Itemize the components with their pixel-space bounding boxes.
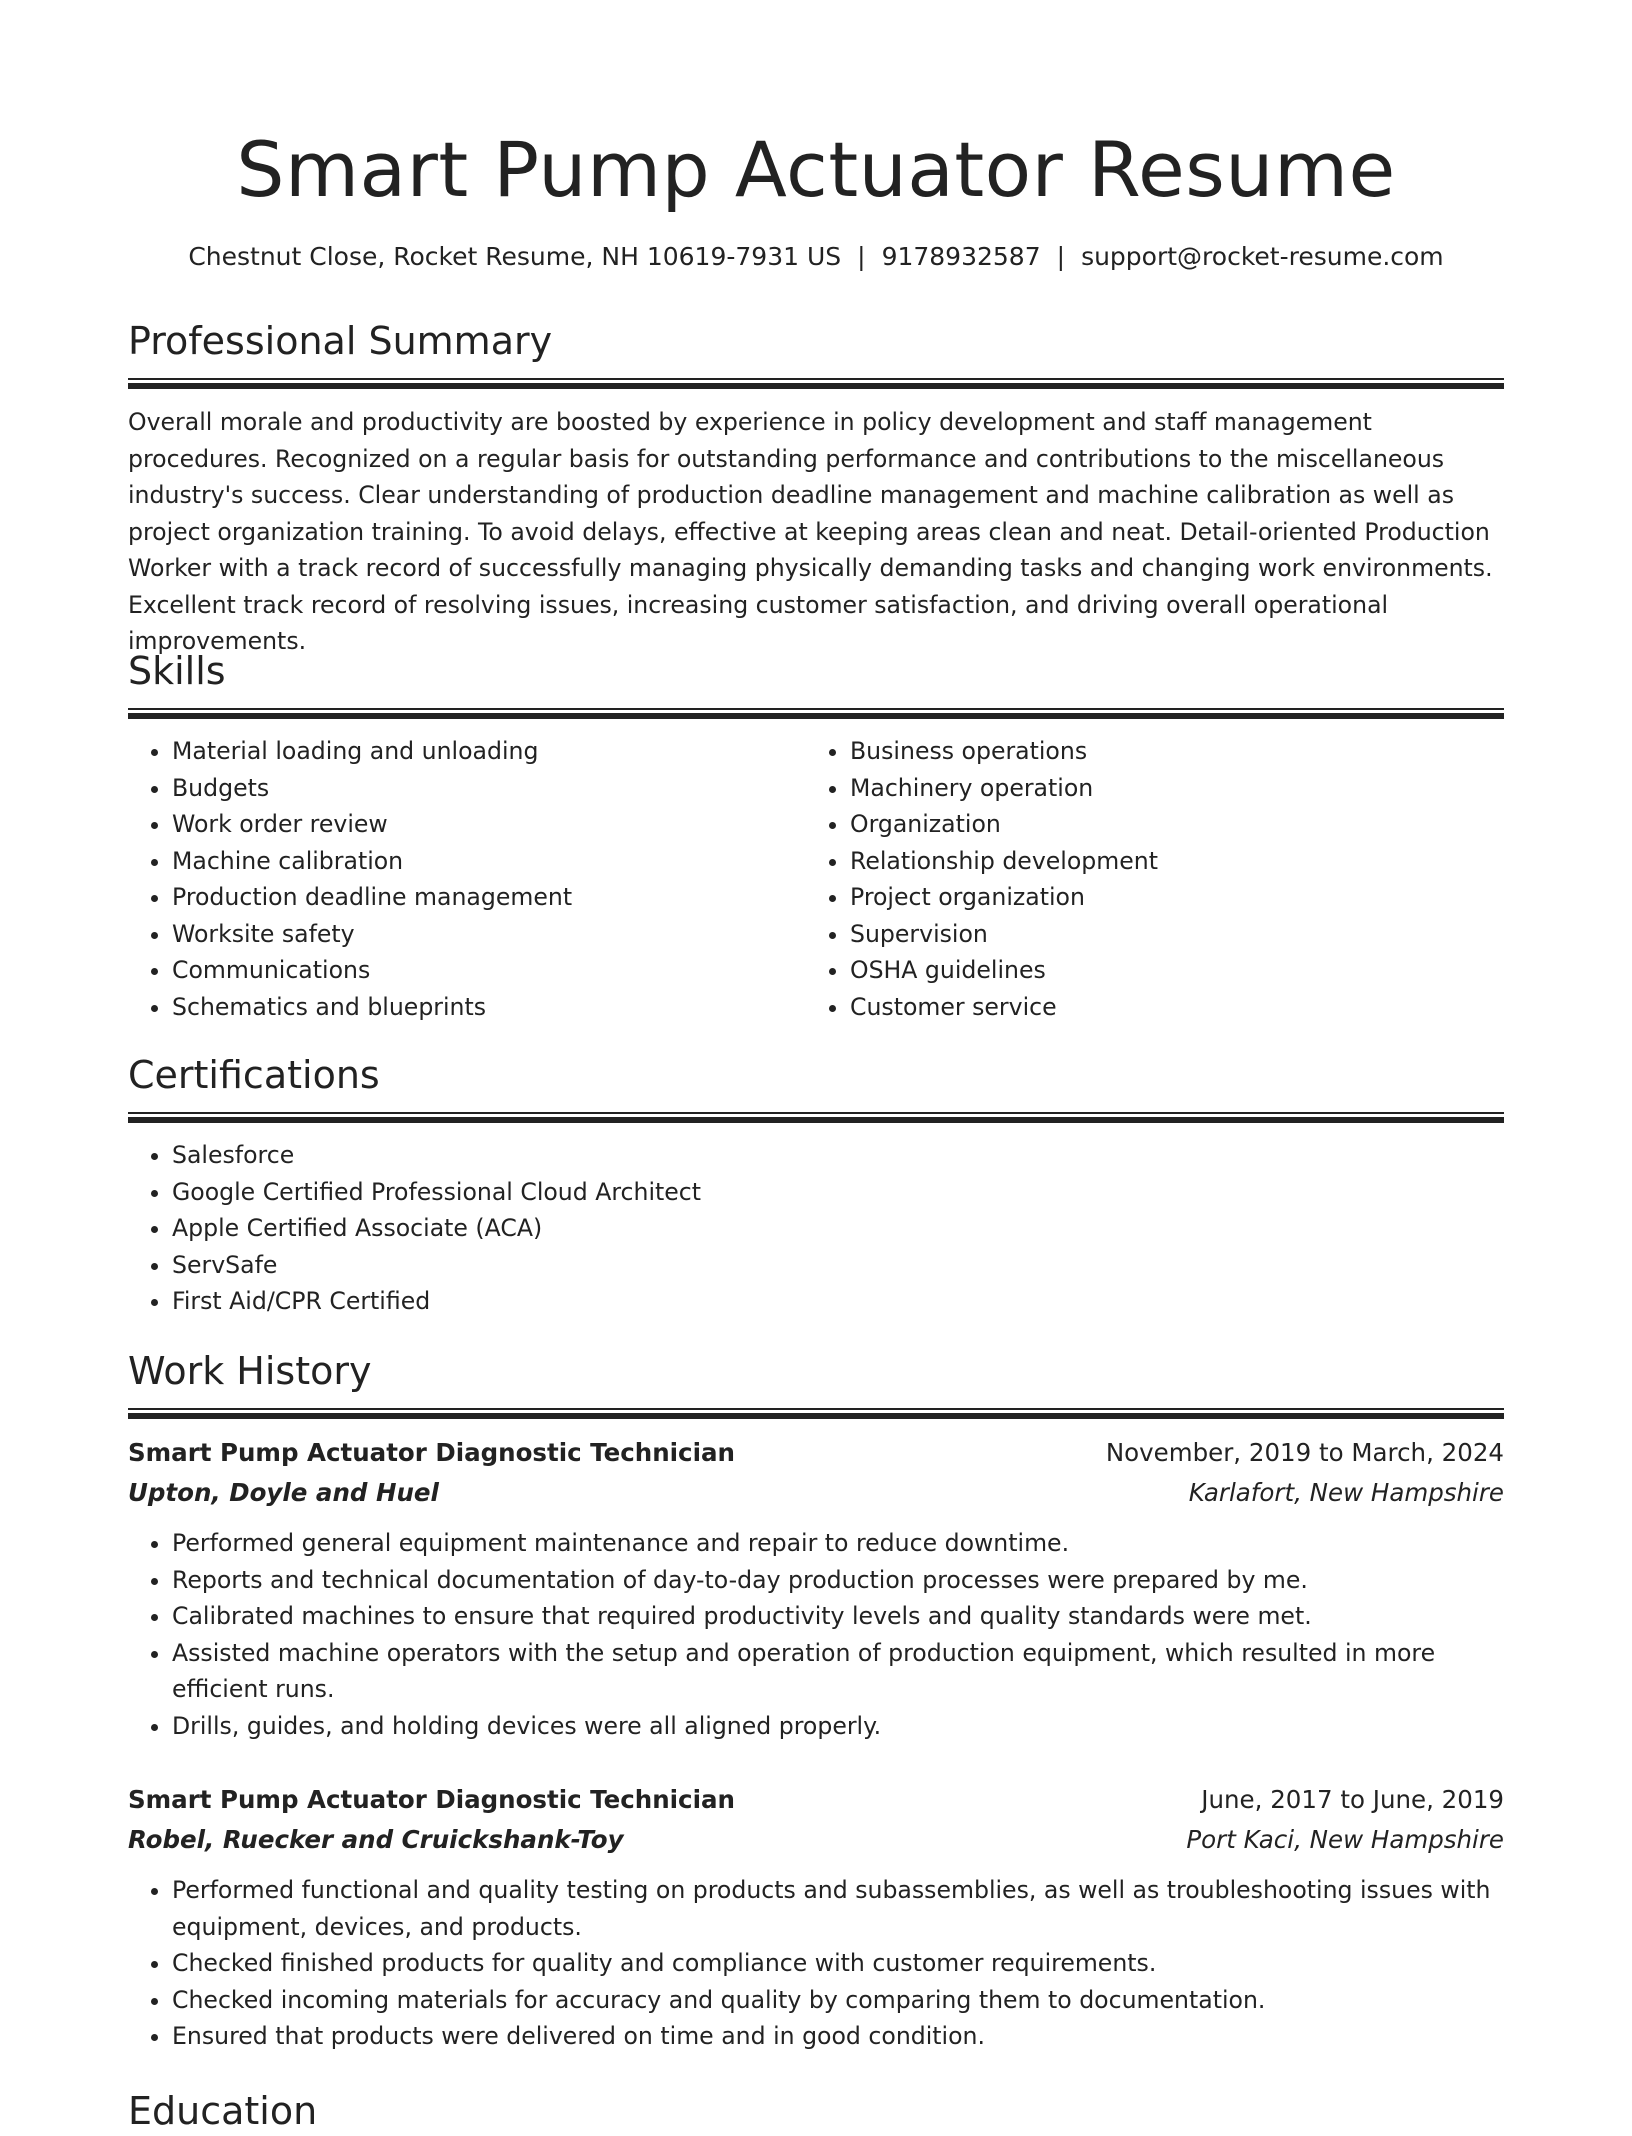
certification-item: • First Aid/CPR Certified: [172, 1283, 1504, 1320]
certification-item: • Salesforce: [172, 1137, 1504, 1174]
job-dates: November, 2019 to March, 2024: [1105, 1438, 1504, 1467]
education-heading: Education: [128, 2089, 318, 2133]
skill-item: • Schematics and blueprints: [172, 989, 806, 1026]
work-history-heading: Work History: [128, 1349, 372, 1393]
job-location: Karlafort, New Hampshire: [1188, 1478, 1504, 1507]
job-duty-item: • Performed functional and quality testing on products and subassemblies, as well as troubleshooting issues with equipment, devices, and products.: [172, 1872, 1504, 1945]
section-divider: [128, 708, 1504, 719]
summary-text: Overall morale and productivity are boosted by experience in policy development and staff management procedures. Recognized on a regular basis for outstanding performance and contributions to the miscellaneous industry's success. Clear understanding of production deadline management and machine calibration as well as project organization training. To avoid delays, effective at keeping areas clean and neat. Detail-oriented Production Worker with a track record of successfully managing physically demanding tasks and changing work environments. Excellent track record of resolving issues, increasing customer satisfaction, and driving overall operational improvements.: [128, 408, 1493, 655]
skill-item: • Business operations: [850, 733, 1484, 770]
skills-list-right: [806, 733, 1484, 1025]
job-duty-item: • Calibrated machines to ensure that required productivity levels and quality standards were met.: [172, 1598, 1504, 1635]
job-title: Smart Pump Actuator Diagnostic Technician: [128, 1785, 735, 1814]
skills-column-left: [128, 733, 806, 1025]
contact-phone: 9178932587: [881, 242, 1041, 271]
job-subheader-row: [128, 1473, 1504, 1513]
resume-title: Smart Pump Actuator Resume: [236, 125, 1396, 214]
summary-heading: Professional Summary: [128, 319, 553, 363]
contact-separator: |: [857, 242, 866, 271]
job-company: Robel, Ruecker and Cruickshank-Toy: [128, 1825, 624, 1854]
certifications-list: [128, 1137, 1504, 1320]
job-duty-item: • Assisted machine operators with the setup and operation of production equipment, which resulted in more efficient runs.: [172, 1635, 1504, 1708]
skill-item: • Machinery operation: [850, 770, 1484, 807]
skills-grid: [128, 733, 1504, 1025]
skills-section: [128, 646, 1504, 1025]
skill-item: • Communications: [172, 952, 806, 989]
job-duty-item: • Performed general equipment maintenance and repair to reduce downtime.: [172, 1525, 1504, 1562]
skill-item: • Relationship development: [850, 843, 1484, 880]
summary-section: [128, 316, 1504, 660]
section-divider: [128, 1112, 1504, 1123]
skill-item: • Worksite safety: [172, 916, 806, 953]
job-duties-list: [128, 1872, 1504, 2055]
skill-item: • Machine calibration: [172, 843, 806, 880]
skill-item: • Project organization: [850, 879, 1484, 916]
contact-separator: |: [1056, 242, 1066, 271]
section-divider: [128, 1408, 1504, 1419]
job-duty-item: • Ensured that products were delivered on time and in good condition.: [172, 2018, 1504, 2055]
job-duty-item: • Checked finished products for quality and compliance with customer requirements.: [172, 1945, 1504, 1982]
certifications-section: [128, 1050, 1504, 1320]
skill-item: • OSHA guidelines: [850, 952, 1484, 989]
section-divider: [128, 378, 1504, 389]
job-duty-item: • Reports and technical documentation of day-to-day production processes were prepared by me.: [172, 1562, 1504, 1599]
contact-address: Chestnut Close, Rocket Resume, NH 10619-7931 US: [188, 242, 842, 271]
certification-item: • ServSafe: [172, 1247, 1504, 1284]
job-location: Port Kaci, New Hampshire: [1186, 1825, 1504, 1854]
job-subheader-row: [128, 1820, 1504, 1860]
work-history-section: [128, 1346, 1504, 1744]
skill-item: • Supervision: [850, 916, 1484, 953]
skill-item: • Budgets: [172, 770, 806, 807]
resume-page: [128, 0, 1504, 2133]
job-duty-item: • Checked incoming materials for accuracy and quality by comparing them to documentation.: [172, 1982, 1504, 2019]
certification-item: • Apple Certified Associate (ACA): [172, 1210, 1504, 1247]
skills-heading: Skills: [128, 649, 226, 693]
job-header-row: [128, 1433, 1504, 1473]
skill-item: • Production deadline management: [172, 879, 806, 916]
skill-item: • Work order review: [172, 806, 806, 843]
certification-item: • Google Certified Professional Cloud Architect: [172, 1174, 1504, 1211]
job-entry: [128, 1433, 1504, 1744]
education-section: [128, 2086, 1504, 2136]
skill-item: • Material loading and unloading: [172, 733, 806, 770]
certifications-heading: Certifications: [128, 1053, 380, 1097]
skill-item: • Customer service: [850, 989, 1484, 1026]
skills-column-right: [806, 733, 1484, 1025]
skills-list-left: [128, 733, 806, 1025]
job-dates: June, 2017 to June, 2019: [1201, 1785, 1504, 1814]
job-duties-list: [128, 1525, 1504, 1744]
job-entry-second: [128, 1780, 1504, 2055]
contact-line: [128, 240, 1504, 274]
job-title: Smart Pump Actuator Diagnostic Technician: [128, 1438, 735, 1467]
contact-email: support@rocket-resume.com: [1081, 242, 1444, 271]
job-header-row: [128, 1780, 1504, 1820]
skill-item: • Organization: [850, 806, 1484, 843]
job-company: Upton, Doyle and Huel: [128, 1478, 439, 1507]
job-duty-item: • Drills, guides, and holding devices were all aligned properly.: [172, 1708, 1504, 1745]
